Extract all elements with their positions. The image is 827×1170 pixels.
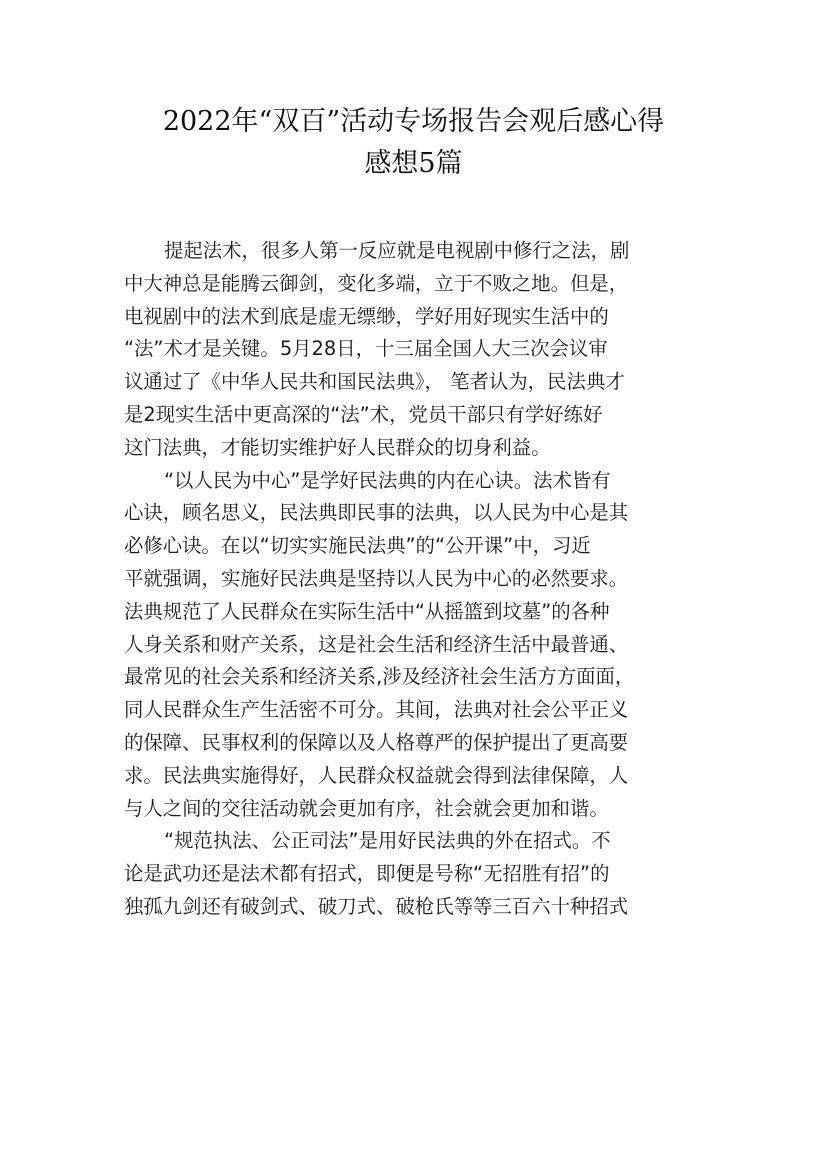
paragraph-1-line: “法”术才是关键。5月28日，十三届全国人大三次会议审 (124, 337, 608, 361)
title-line-1: 2022年“双百”活动专场报告会观后感心得 (162, 106, 665, 137)
paragraph-1-line: 电视剧中的法术到底是虚无缥缈，学好用好现实生活中的 (124, 304, 609, 328)
paragraph-2-line: 与人之间的交往活动就会更加有序，社会就会更加和谐。 (124, 796, 609, 820)
paragraph-1-line: 提起法术，很多人第一反应就是电视剧中修行之法，剧 (164, 239, 630, 262)
paragraph-1-line: 这门法典，才能切实维护好人民群众的切身利益。 (124, 435, 551, 459)
paragraph-3-line: 论是武功还是法术都有招式，即便是号称“无招胜有招”的 (124, 862, 610, 886)
paragraph-1-line: 中大神总是能腾云御剑，变化多端，立于不败之地。但是， (124, 271, 629, 295)
paragraph-3-line: 独孤九剑还有破剑式、破刀式、破枪氏等等三百六十种招式 (124, 894, 629, 918)
paragraph-2-line: 最常见的社会关系和经济关系,涉及经济社会生活方方面面， (124, 665, 635, 689)
paragraph-2-line: 的保障、民事权利的保障以及人格尊严的保护提出了更高要 (124, 730, 629, 754)
paragraph-2-line: 同人民群众生产生活密不可分。其间，法典对社会公平正义 (124, 698, 629, 722)
title-line-2: 感想5篇 (364, 148, 463, 179)
paragraph-2-line: 心诀，顾名思义，民法典即民事的法典，以人民为中心是其 (124, 501, 629, 525)
paragraph-3-line: “规范执法、公正司法”是用好民法典的外在招式。不 (164, 829, 611, 853)
paragraph-1-line: 议通过了《中华人民共和国民法典》， 笔者认为，民法典才 (124, 370, 625, 394)
paragraph-2-line: 必修心诀。在以“切实实施民法典”的“公开课”中，习近 (124, 534, 591, 558)
document-title (100, 101, 727, 185)
paragraph-2-line: 求。民法典实施得好，人民群众权益就会得到法律保障，人 (124, 763, 629, 787)
paragraph-2-line: 法典规范了人民群众在实际生活中“从摇篮到坟墓”的各种 (124, 599, 610, 623)
paragraph-2-line: 平就强调，实施好民法典是坚持以人民为中心的必然要求。 (124, 566, 629, 590)
document-body (124, 235, 704, 924)
paragraph-2-line: “以人民为中心”是学好民法典的内在心诀。法术皆有 (164, 468, 611, 492)
paragraph-2-line: 人身关系和财产关系，这是社会生活和经济生活中最普通、 (124, 632, 629, 656)
paragraph-1-line: 是2现实生活中更高深的“法”术，党员干部只有学好练好 (124, 402, 603, 426)
